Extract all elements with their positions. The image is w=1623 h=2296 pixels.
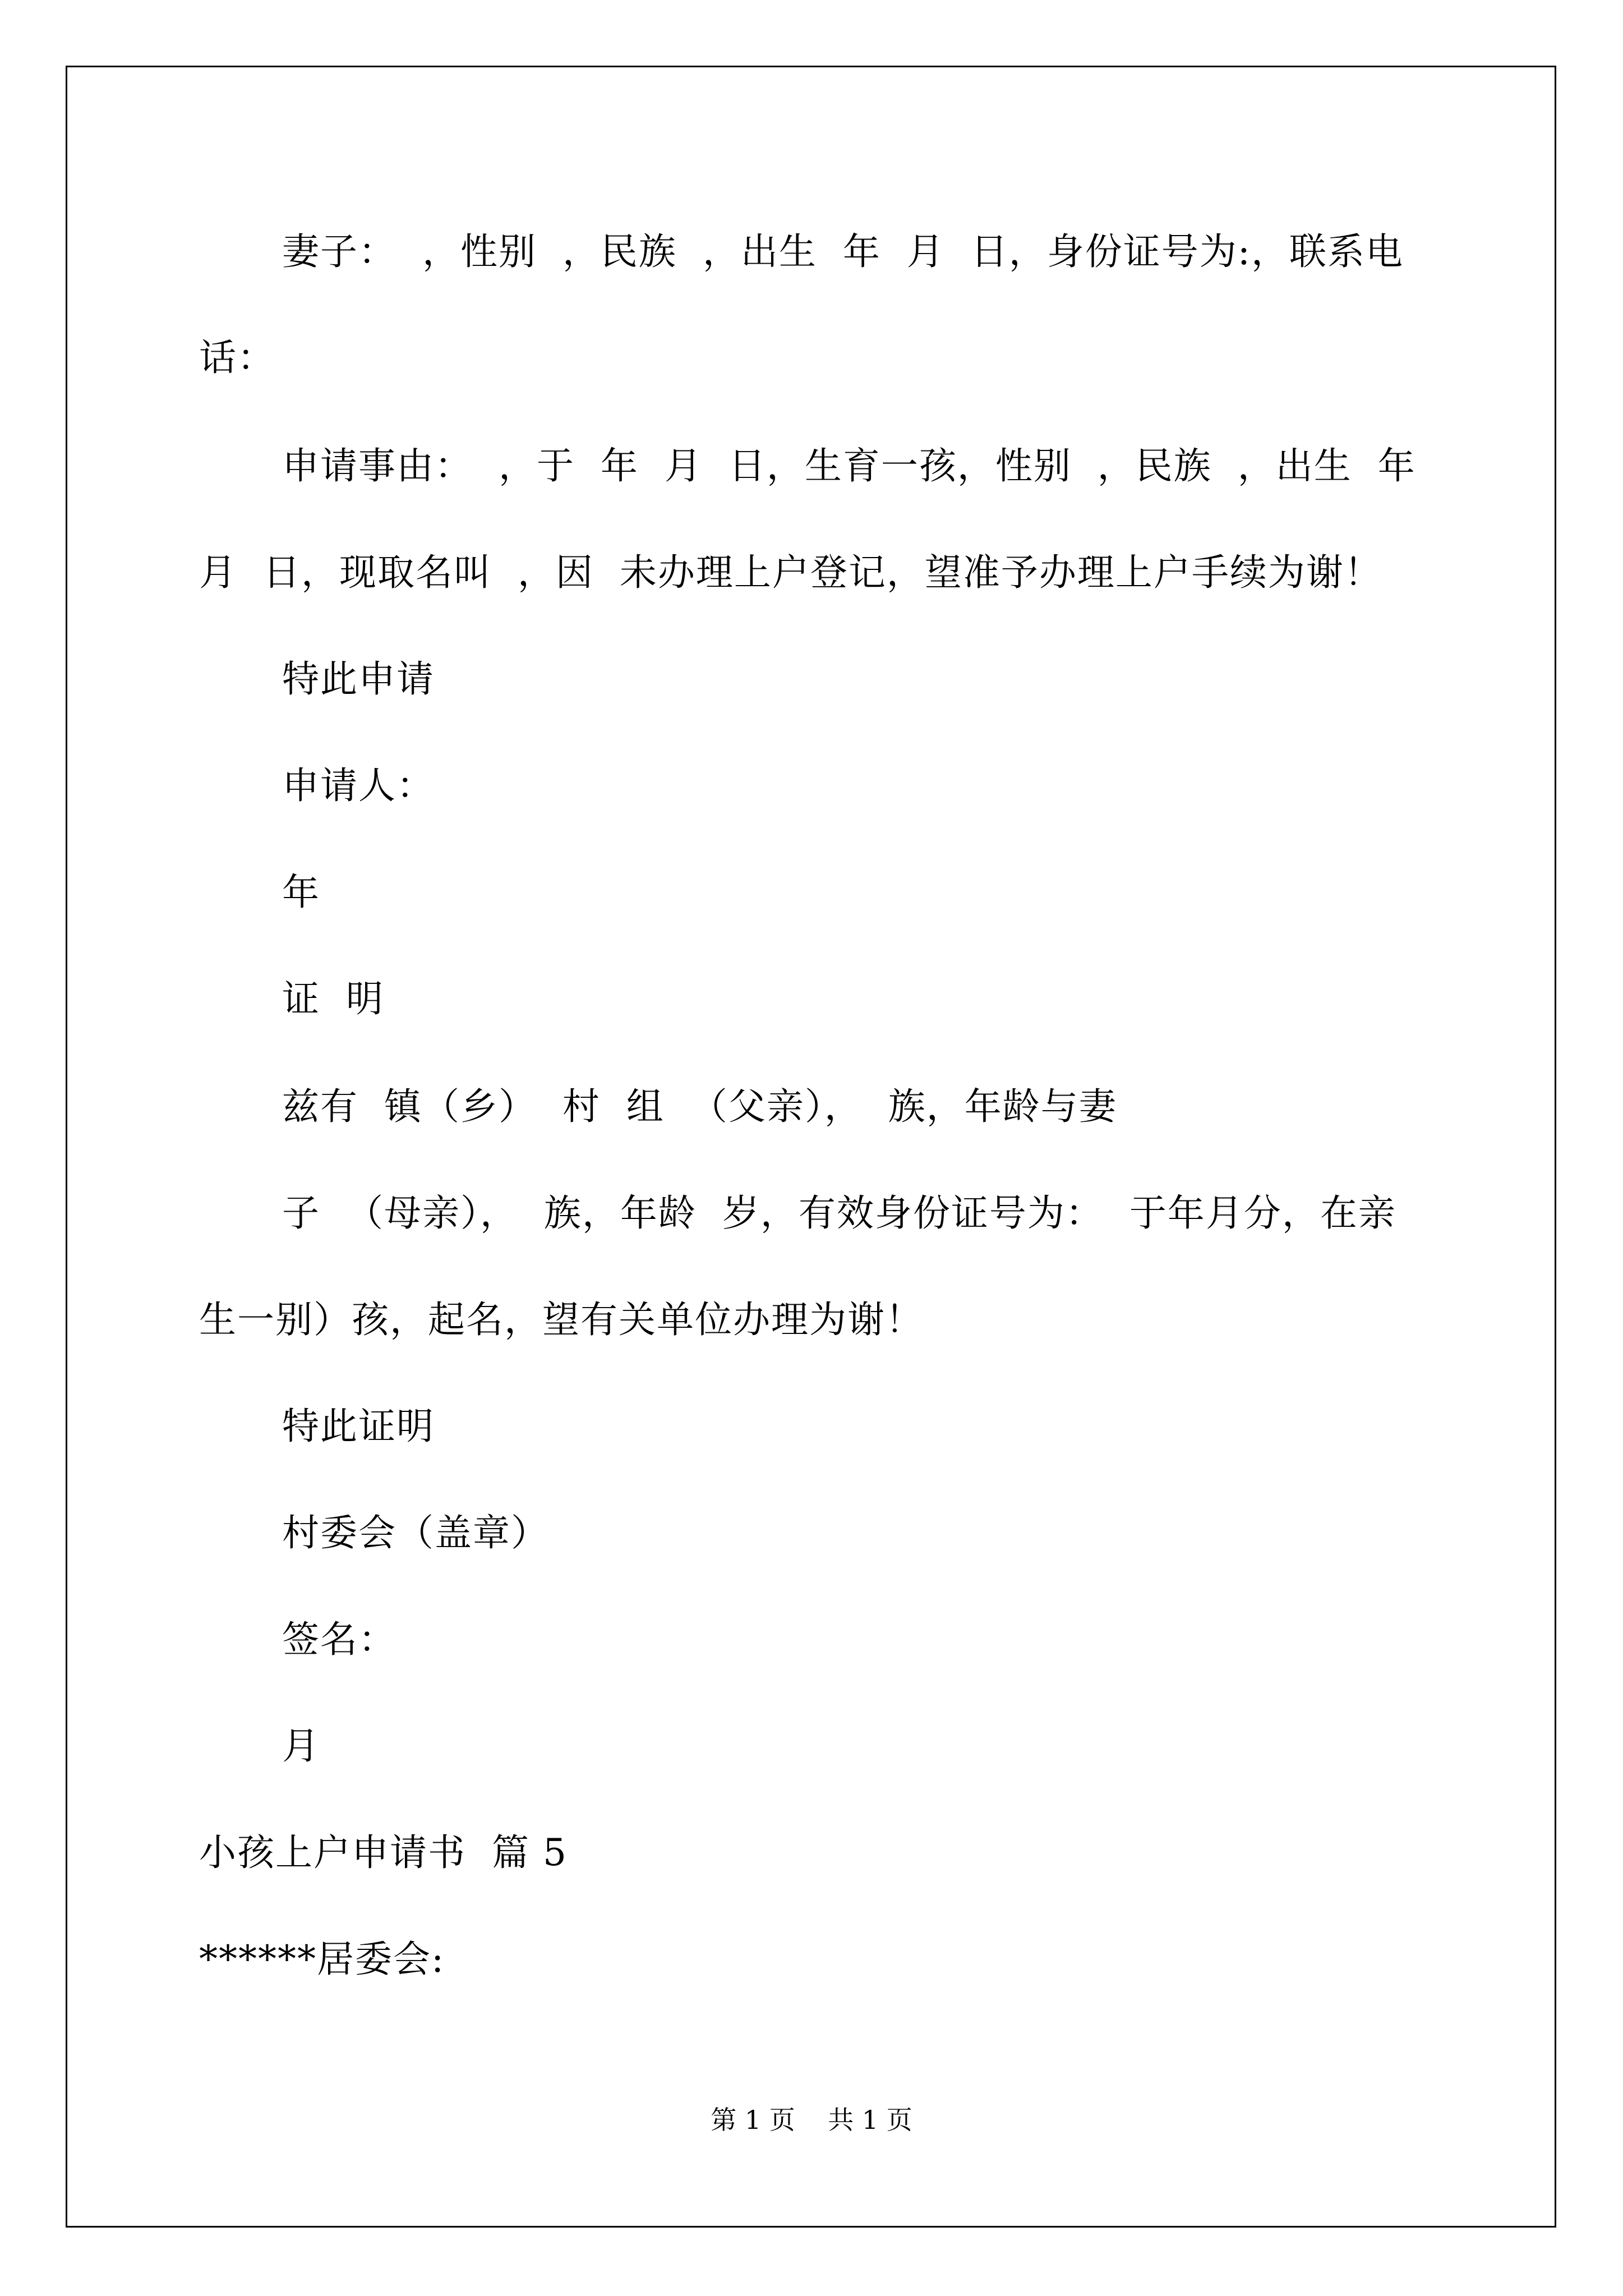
text-line-certificate-title: 证 明: [282, 977, 384, 1020]
text-line-father-info: 兹有 镇（乡） 村 组 （父亲）， 族，年龄与妻: [282, 1085, 1117, 1128]
page-border: [66, 66, 1556, 2228]
text-line-committee-address: ******居委会:: [199, 1938, 445, 1981]
text-line-child-name: 生一别）孩，起名，望有关单位办理为谢！: [199, 1298, 924, 1341]
text-line-wife-info: 妻子： ，性别 ，民族 ，出生 年 月 日，身份证号为:，联系电: [282, 230, 1404, 273]
text-line-reason: 申请事由： ，于 年 月 日，生育一孩，性别 ，民族 ，出生 年: [282, 444, 1416, 487]
text-line-month: 月: [282, 1724, 320, 1768]
text-line-reason-cont: 月 日，现取名叫 ，因 未办理上户登记，望准予办理上户手续为谢！: [199, 551, 1382, 594]
text-line-mother-info: 子 （母亲）， 族，年龄 岁，有效身份证号为： 于年月分，在亲: [282, 1191, 1396, 1235]
text-line-year: 年: [282, 871, 320, 914]
section-heading: 小孩上户申请书 篇 5: [199, 1831, 568, 1874]
text-line-signature: 签名：: [282, 1618, 396, 1661]
text-line-phone: 话：: [199, 336, 275, 379]
text-line-applicant: 申请人：: [282, 764, 435, 807]
text-line-village-seal: 村委会（盖章）: [282, 1511, 549, 1554]
text-line-hereby-certify: 特此证明: [282, 1405, 435, 1448]
text-line-hereby-apply: 特此申请: [282, 657, 435, 701]
page-number-footer: 第 1 页 共 1 页: [711, 2105, 912, 2135]
